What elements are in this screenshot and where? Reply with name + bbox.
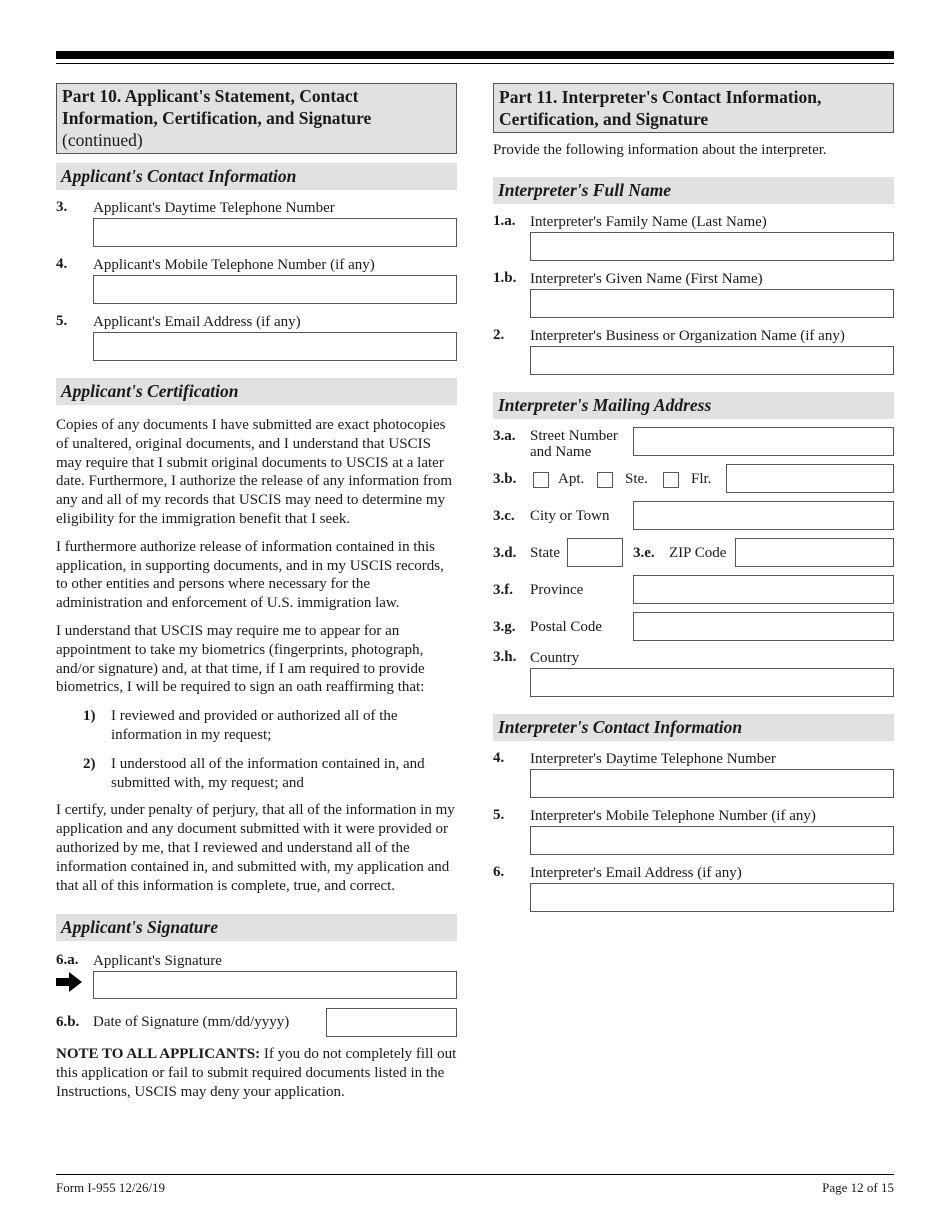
signature-date-input[interactable] xyxy=(326,1008,457,1037)
field-number: 3.g. xyxy=(493,619,516,635)
oath-item-2 xyxy=(56,755,457,793)
applicant-signature-heading: Applicant's Signature xyxy=(56,914,457,941)
interpreter-mobile-phone-input[interactable] xyxy=(530,826,894,855)
interpreter-given-name-input[interactable] xyxy=(530,289,894,318)
interpreter-email-input[interactable] xyxy=(530,883,894,912)
certification-paragraph-1: Copies of any documents I have submitted are exact photocopies of unaltered, original documents, and I understand that USCIS may require that I submit original documents to USCIS at a later date. Furthermore, I authorize the release of any information from any and all of my records that USCIS may need to determine my eligibility for the immigration benefit that I seek. xyxy=(56,417,453,527)
field-label: Interpreter's Family Name (Last Name) xyxy=(530,214,767,230)
certification-paragraph-3: I understand that USCIS may require me to appear for an appointment to take my biometrics (fingerprints, photograph, and/or signature) and, at that time, if I am required to provide biometrics, I will be required to sign an oath reaffirming that: xyxy=(56,622,425,696)
field-number: 1.b. xyxy=(493,270,517,286)
unit-number-input[interactable] xyxy=(726,464,894,493)
applicant-email-input[interactable] xyxy=(93,332,457,361)
interpreter-contact-heading: Interpreter's Contact Information xyxy=(493,714,894,741)
footer-page-number: Page 12 of 15 xyxy=(822,1180,894,1195)
applicant-daytime-phone-field xyxy=(56,199,457,247)
signature-date-row xyxy=(56,1008,457,1038)
note-to-applicants xyxy=(56,1045,457,1101)
field-number: 3.a. xyxy=(493,428,516,444)
applicant-mobile-phone-field xyxy=(56,256,457,304)
street-label-2: and Name xyxy=(530,444,592,460)
part11-title-box xyxy=(493,83,894,133)
field-label: Interpreter's Daytime Telephone Number xyxy=(530,751,776,767)
oath-item-number: 2) xyxy=(83,755,96,772)
field-number: 3.c. xyxy=(493,508,515,524)
note-text: If you do not completely fill out this application or fail to submit required documents listed in the Instructions, USCIS may deny your application. xyxy=(56,1046,457,1100)
field-label: Applicant's Daytime Telephone Number xyxy=(93,200,335,216)
arrow-right-icon xyxy=(56,972,82,992)
interpreter-mailing-heading: Interpreter's Mailing Address xyxy=(493,392,894,419)
postal-code-row xyxy=(493,612,894,649)
city-input[interactable] xyxy=(633,501,894,530)
mailing-address-block xyxy=(493,427,894,697)
zip-input[interactable] xyxy=(735,538,894,567)
field-label: Interpreter's Mobile Telephone Number (if any) xyxy=(530,808,816,824)
field-label: Interpreter's Given Name (First Name) xyxy=(530,271,763,287)
country-input[interactable] xyxy=(530,668,894,697)
field-label: Applicant's Signature xyxy=(93,953,222,970)
field-label: Interpreter's Business or Organization Name (if any) xyxy=(530,328,845,344)
right-column xyxy=(493,83,894,912)
field-number: 3.b. xyxy=(493,471,517,487)
applicant-signature-field xyxy=(56,952,457,999)
field-number: 3. xyxy=(56,199,68,215)
header-rule-thick xyxy=(56,51,894,59)
city-row xyxy=(493,501,894,538)
interpreter-given-name-field xyxy=(493,270,894,318)
field-number: 3.d. xyxy=(493,545,517,561)
field-label: Country xyxy=(530,650,580,666)
flr-checkbox[interactable] xyxy=(663,472,679,488)
certification-paragraph-2: I furthermore authorize release of information contained in this application, in supporting documents, and in my USCIS records, to other entities and persons where necessary for the administration and enforcement of U.S. immigration law. xyxy=(56,538,444,612)
state-zip-row xyxy=(493,538,894,575)
oath-item-text: I reviewed and provided or authorized all of the information in my request; xyxy=(111,708,398,743)
flr-label: Flr. xyxy=(691,471,712,487)
oath-item-text: I understood all of the information contained in, and submitted with, my request; and xyxy=(111,755,425,791)
header-rule-thin xyxy=(56,63,894,64)
applicant-contact-heading: Applicant's Contact Information xyxy=(56,163,457,190)
ste-label: Ste. xyxy=(625,471,648,487)
note-bold: NOTE TO ALL APPLICANTS: xyxy=(56,1046,261,1063)
field-number: 3.h. xyxy=(493,649,517,665)
field-label: Date of Signature (mm/dd/yyyy) xyxy=(93,1014,290,1031)
field-number: 5. xyxy=(56,313,68,329)
postal-code-input[interactable] xyxy=(633,612,894,641)
field-number: 6. xyxy=(493,864,505,880)
field-number: 6.a. xyxy=(56,952,79,969)
apt-label: Apt. xyxy=(558,471,585,487)
postal-code-label: Postal Code xyxy=(530,619,603,635)
field-label: Applicant's Mobile Telephone Number (if any) xyxy=(93,257,375,273)
certification-paragraph-4: I certify, under penalty of perjury, that all of the information in my application and any document submitted with it were provided or authorized by me, that I reviewed and understand all of the information contained in, and submitted with, my application and that all of this information is complete, true, and correct. xyxy=(56,802,455,894)
interpreter-daytime-phone-field xyxy=(493,750,894,798)
field-number: 4. xyxy=(493,750,505,766)
field-number: 6.b. xyxy=(56,1014,80,1031)
street-input[interactable] xyxy=(633,427,894,456)
applicant-mobile-phone-input[interactable] xyxy=(93,275,457,304)
interpreter-mobile-phone-field xyxy=(493,807,894,855)
oath-item-1 xyxy=(56,707,457,745)
field-number: 5. xyxy=(493,807,505,823)
applicant-email-field xyxy=(56,313,457,361)
part10-title-box xyxy=(56,83,457,154)
field-number: 4. xyxy=(56,256,68,272)
interpreter-full-name-heading: Interpreter's Full Name xyxy=(493,177,894,204)
interpreter-organization-field xyxy=(493,327,894,375)
province-row xyxy=(493,575,894,612)
oath-item-number: 1) xyxy=(83,708,96,725)
ste-checkbox[interactable] xyxy=(597,472,613,488)
interpreter-organization-input[interactable] xyxy=(530,346,894,375)
field-label: Interpreter's Email Address (if any) xyxy=(530,865,742,881)
footer-rule xyxy=(56,1174,894,1175)
part11-title: Part 11. Interpreter's Contact Information, Certification, and Signature xyxy=(499,87,822,129)
part11-intro: Provide the following information about the interpreter. xyxy=(493,142,827,158)
state-label: State xyxy=(530,545,560,561)
city-label: City or Town xyxy=(530,508,610,524)
street-label-1: Street Number xyxy=(530,428,618,444)
province-label: Province xyxy=(530,582,584,598)
zip-label: ZIP Code xyxy=(669,545,727,561)
applicant-signature-input[interactable] xyxy=(93,971,457,999)
interpreter-family-name-field xyxy=(493,213,894,261)
field-number: 3.f. xyxy=(493,582,513,598)
part10-continued: (continued) xyxy=(62,130,143,150)
field-number: 2. xyxy=(493,327,505,343)
applicant-certification-heading: Applicant's Certification xyxy=(56,378,457,405)
unit-row xyxy=(493,464,894,501)
province-input[interactable] xyxy=(633,575,894,604)
street-row xyxy=(493,427,894,464)
interpreter-daytime-phone-input[interactable] xyxy=(530,769,894,798)
apt-checkbox[interactable] xyxy=(533,472,549,488)
interpreter-email-field xyxy=(493,864,894,912)
field-label: Applicant's Email Address (if any) xyxy=(93,314,301,330)
left-column xyxy=(56,83,457,1102)
field-number: 3.e. xyxy=(633,545,655,561)
country-field xyxy=(493,649,894,697)
footer-form-id: Form I-955 12/26/19 xyxy=(56,1180,166,1195)
part10-title: Part 10. Applicant's Statement, Contact Information, Certification, and Signature xyxy=(62,86,372,128)
state-input[interactable] xyxy=(567,538,623,567)
interpreter-family-name-input[interactable] xyxy=(530,232,894,261)
field-number: 1.a. xyxy=(493,213,516,229)
applicant-daytime-phone-input[interactable] xyxy=(93,218,457,247)
